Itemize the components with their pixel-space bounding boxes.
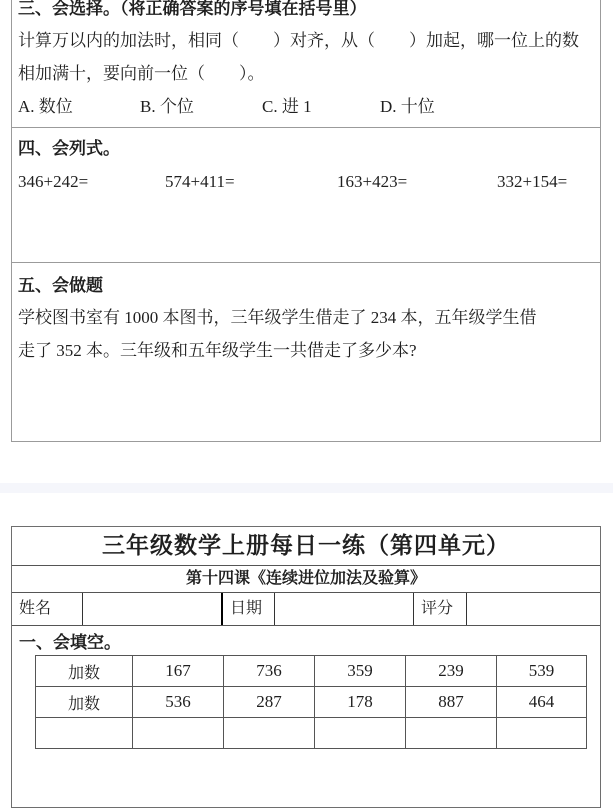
section-word-problem-heading: 五、会做题 (18, 276, 103, 295)
empty-cell (315, 718, 406, 749)
section-fill-heading: 一、会填空。 (19, 633, 121, 652)
page-gap-strip (0, 483, 613, 493)
option-a: A. 数位 (18, 97, 73, 116)
name-value-cell (83, 593, 223, 625)
empty-cell (133, 718, 224, 749)
empty-cell (406, 718, 497, 749)
empty-cell (36, 718, 133, 749)
addend-row-2-label: 加数 (36, 687, 133, 718)
choice-body-line-1: 计算万以内的加法时，相同（ ）对齐，从（ ）加起，哪一位上的数 (18, 31, 579, 50)
empty-cell (224, 718, 315, 749)
word-problem-line-2: 走了 352 本。三年级和五年级学生一共借走了多少本? (18, 341, 417, 360)
empty-cell (497, 718, 587, 749)
equation-3: 163+423= (337, 172, 408, 191)
section-equations (12, 127, 600, 262)
addition-table (35, 655, 587, 749)
score-label: 评分 (414, 593, 467, 625)
equation-1: 346+242= (18, 172, 89, 191)
equation-2: 574+411= (165, 172, 235, 191)
addend-cell: 178 (315, 687, 406, 718)
addend-row-1-label: 加数 (36, 656, 133, 687)
date-value-cell (275, 593, 414, 625)
section-equations-heading: 四、会列式。 (18, 139, 120, 158)
addend-cell: 359 (315, 656, 406, 687)
addend-cell: 239 (406, 656, 497, 687)
worksheet-subtitle: 第十四课《连续进位加法及验算》 (12, 566, 600, 593)
choice-options (18, 90, 596, 123)
addend-row-2 (36, 687, 587, 718)
score-value-cell (467, 593, 600, 625)
section-choice-heading: 三、会选择。（将正确答案的序号填在括号里） (18, 0, 367, 18)
addend-row-1 (36, 656, 587, 687)
addend-cell: 736 (224, 656, 315, 687)
addend-cell: 887 (406, 687, 497, 718)
addend-cell: 536 (133, 687, 224, 718)
equations-row (18, 164, 596, 200)
section-word-problem (12, 262, 600, 441)
option-d: D. 十位 (380, 97, 435, 116)
word-problem-line-1: 学校图书室有 1000 本图书，三年级学生借走了 234 本，五年级学生借 (18, 308, 537, 327)
worksheet-page-2 (11, 526, 601, 808)
addend-cell: 539 (497, 656, 587, 687)
addend-cell: 287 (224, 687, 315, 718)
date-label: 日期 (223, 593, 275, 625)
choice-body-line-2: 相加满十，要向前一位（ ）。 (18, 64, 265, 83)
option-c: C. 进 1 (262, 97, 312, 116)
addend-row-3-clipped (36, 718, 587, 749)
section-choice (12, 0, 600, 127)
addend-cell: 167 (133, 656, 224, 687)
addend-cell: 464 (497, 687, 587, 718)
name-label: 姓名 (12, 593, 83, 625)
worksheet-title: 三年级数学上册每日一练（第四单元） (12, 527, 600, 566)
worksheet-page-1 (11, 0, 601, 442)
info-row (12, 593, 600, 626)
option-b: B. 个位 (140, 97, 194, 116)
equation-4: 332+154= (497, 172, 568, 191)
